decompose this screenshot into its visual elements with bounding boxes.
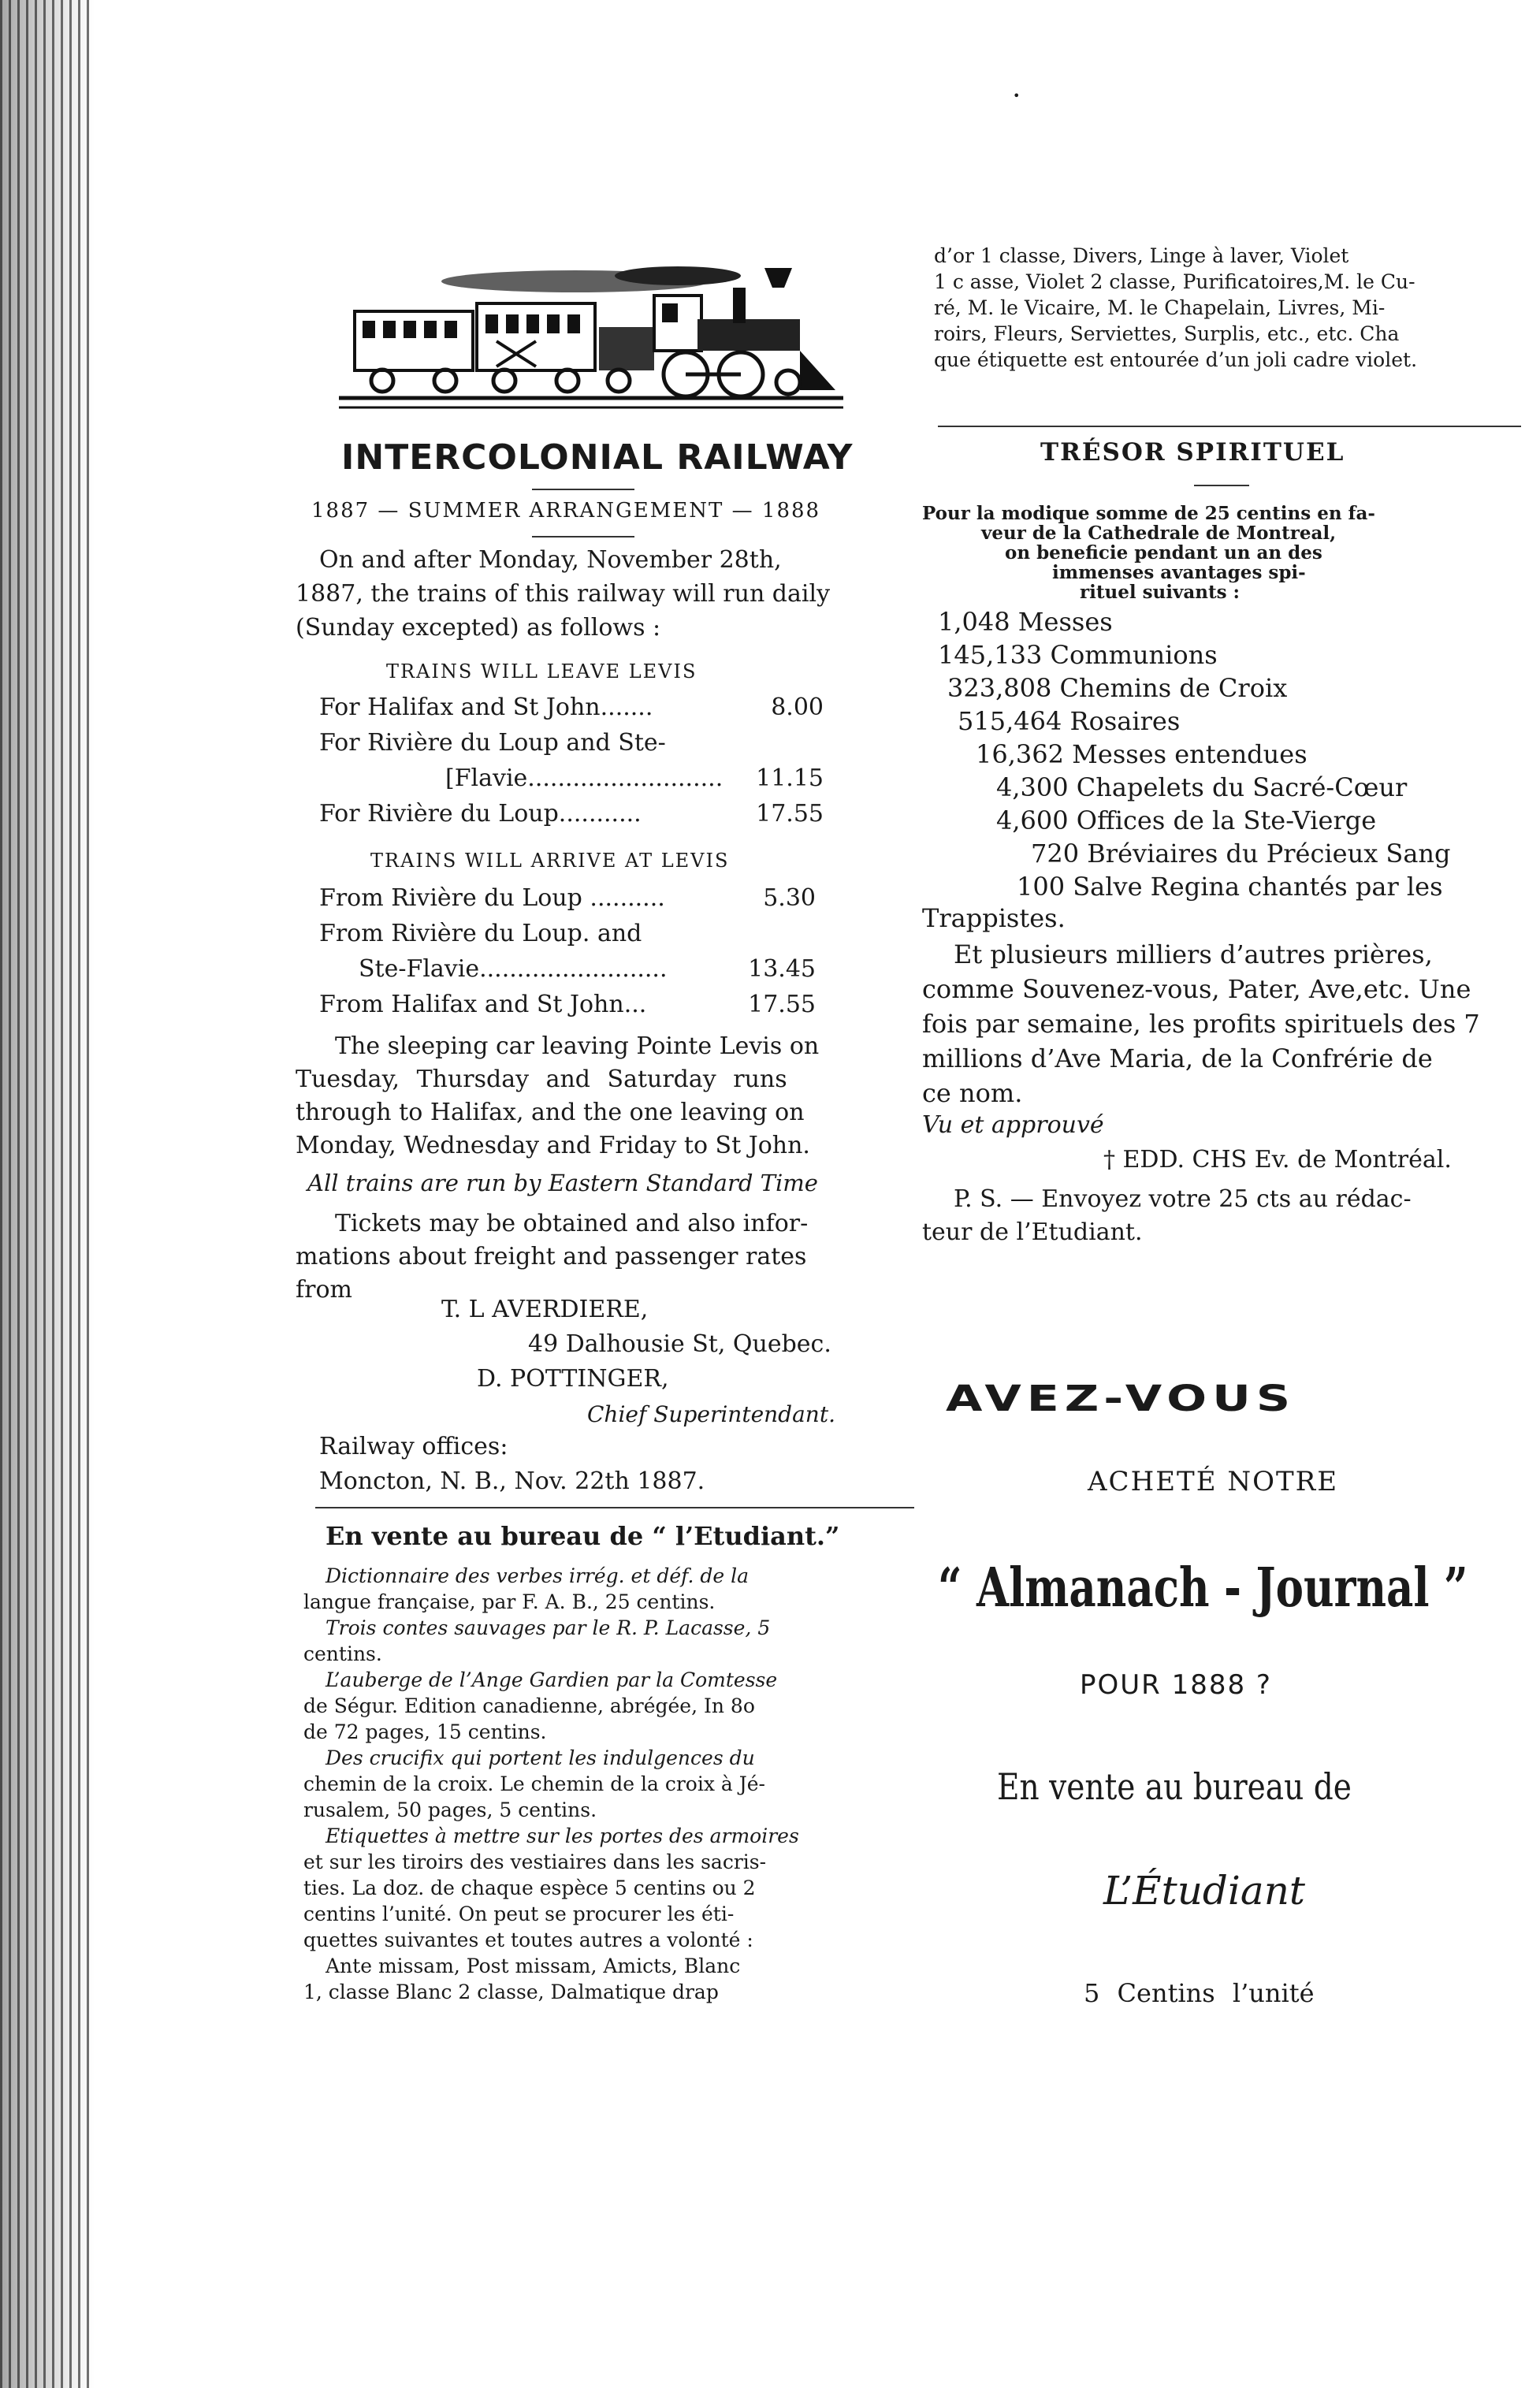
tresor-item — [996, 805, 1376, 835]
schedule-row — [319, 920, 816, 947]
vente-line: Ante missam, Post missam, Amicts, Blanc — [325, 1955, 741, 1977]
continued-line: 1 c asse, Violet 2 classe, Purificatoires,M. le Cu- — [934, 270, 1415, 293]
plusieurs-line: Et plusieurs milliers d’autres prières, — [954, 939, 1433, 969]
tresor-num: 16,362 — [976, 739, 1064, 769]
trappistes: Trappistes. — [922, 903, 1066, 933]
tresor-text: Chemins de Croix — [1059, 673, 1288, 703]
tresor-item — [996, 772, 1407, 802]
vente-line: centins. — [303, 1642, 382, 1665]
en-vente-line: En vente au bureau de — [997, 1765, 1352, 1808]
schedule-dest: From Rivière du Loup. and — [319, 920, 642, 947]
vente-line: Etiquettes à mettre sur les portes des armoires — [325, 1824, 799, 1847]
tresor-intro: veur de la Cathedrale de Montreal, — [981, 523, 1337, 544]
tresor-num: 720 — [1031, 839, 1080, 869]
schedule-time: 8.00 — [771, 694, 824, 721]
vente-line: 1, classe Blanc 2 classe, Dalmatique drap — [303, 1981, 719, 2003]
continued-line: ré, M. le Vicaire, M. le Chapelain, Livres, Mi- — [934, 296, 1386, 319]
schedule-dest: For Rivière du Loup........... — [319, 800, 642, 828]
arrive-heading: TRAINS WILL ARRIVE AT LEVIS — [370, 850, 730, 872]
intro-line: 1887, the trains of this railway will run daily — [296, 580, 831, 608]
schedule-time: 17.55 — [756, 800, 824, 828]
tresor-text: Chapelets du Sacré-Cœur — [1076, 772, 1408, 802]
schedule-row — [359, 955, 816, 983]
schedule-time: 17.55 — [748, 991, 816, 1018]
etudiant-title: L’Étudiant — [1103, 1868, 1306, 1914]
vente-line: de Ségur. Edition canadienne, abrégée, In 8o — [303, 1694, 755, 1717]
prix-line: 5 Centins l’unité — [1084, 1978, 1315, 2008]
schedule-dest: From Rivière du Loup .......... — [319, 884, 665, 912]
tresor-intro: rituel suivants : — [1080, 582, 1241, 603]
vente-line: Trois contes sauvages par le R. P. Lacasse, 5 — [325, 1616, 771, 1639]
sleeping-line: Tuesday, Thursday and Saturday runs — [296, 1066, 787, 1093]
continued-line: que étiquette est entourée d’un joli cadre violet. — [934, 348, 1418, 371]
railway-title: INTERCOLONIAL RAILWAY — [341, 437, 854, 478]
page-binding-shadow — [0, 0, 95, 2388]
tresor-intro: Pour la modique somme de 25 centins en fa- — [922, 503, 1375, 524]
ps-line: P. S. — Envoyez votre 25 cts au rédac- — [954, 1185, 1412, 1213]
vu-approuve: Vu et approuvé — [922, 1111, 1104, 1139]
section-rule — [315, 1507, 914, 1508]
schedule-time: 13.45 — [748, 955, 816, 983]
schedule-time: 11.15 — [756, 764, 824, 792]
signature: † EDD. CHS Ev. de Montréal. — [1103, 1146, 1452, 1174]
sleeping-line: Monday, Wednesday and Friday to St John. — [296, 1132, 810, 1159]
tresor-num: 1,048 — [938, 607, 1010, 637]
stray-mark: • — [1013, 88, 1021, 103]
standard-time: All trains are run by Eastern Standard Time — [307, 1170, 818, 1196]
vente-line: Dictionnaire des verbes irrég. et déf. de la — [325, 1564, 750, 1587]
plusieurs-line: ce nom. — [922, 1078, 1023, 1108]
plusieurs-line: millions d’Ave Maria, de la Confrérie de — [922, 1043, 1433, 1073]
vente-line: quettes suivantes et toutes autres a volonté : — [303, 1929, 753, 1951]
tickets-line: mations about freight and passenger rates — [296, 1243, 807, 1270]
intro-line: On and after Monday, November 28th, — [319, 546, 782, 574]
ps-line: teur de l’Etudiant. — [922, 1218, 1143, 1246]
tresor-text: Messes — [1017, 607, 1113, 637]
schedule-time: 5.30 — [763, 884, 816, 912]
vente-line: chemin de la croix. Le chemin de la croix à Jé- — [303, 1772, 765, 1795]
almanach-title: “ Almanach - Journal ” — [938, 1557, 1468, 1620]
arrangement: 1887 — SUMMER ARRANGEMENT — 1888 — [311, 499, 821, 523]
avez-vous-heading: AVEZ-VOUS — [946, 1378, 1296, 1420]
vente-title: En vente au bureau de “ l’Etudiant.” — [325, 1521, 840, 1551]
tresor-intro: immenses avantages spi- — [1052, 562, 1306, 583]
offices-label: Railway offices: — [319, 1433, 508, 1460]
vente-line: centins l’unité. On peut se procurer les éti- — [303, 1903, 735, 1925]
tresor-item — [938, 607, 1113, 637]
schedule-row — [319, 884, 816, 912]
vente-line: Des crucifix qui portent les indulgences du — [325, 1746, 755, 1769]
tresor-item — [976, 739, 1308, 769]
continued-line: roirs, Fleurs, Serviettes, Surplis, etc., etc. Cha — [934, 322, 1400, 345]
schedule-dest: For Halifax and St John....... — [319, 694, 653, 721]
pour-1888: POUR 1888 ? — [1080, 1669, 1272, 1701]
vente-line: L’auberge de l’Ange Gardien par la Comtesse — [325, 1668, 778, 1691]
tresor-text: Bréviaires du Précieux Sang — [1087, 839, 1451, 869]
offices-place: Moncton, N. B., Nov. 22th 1887. — [319, 1467, 705, 1495]
sleeping-line: through to Halifax, and the one leaving on — [296, 1099, 805, 1126]
schedule-dest: From Halifax and St John... — [319, 991, 647, 1018]
vente-line: de 72 pages, 15 centins. — [303, 1720, 547, 1743]
agent-name: T. L AVERDIERE, — [441, 1296, 649, 1323]
schedule-row — [319, 991, 816, 1018]
tresor-text: Messes entendues — [1072, 739, 1308, 769]
tresor-item — [938, 640, 1218, 670]
continued-line: d’or 1 classe, Divers, Linge à laver, Violet — [934, 244, 1349, 267]
divider — [1194, 485, 1249, 486]
tresor-text: Rosaires — [1069, 706, 1181, 736]
schedule-row — [319, 800, 824, 828]
section-rule — [938, 426, 1521, 427]
vente-line: langue française, par F. A. B., 25 centins. — [303, 1590, 716, 1613]
vente-line: et sur les tiroirs des vestiaires dans les sacris- — [303, 1851, 767, 1873]
divider — [532, 489, 634, 490]
superintendant-title: Chief Superintendant. — [587, 1401, 835, 1427]
tresor-num: 515,464 — [958, 706, 1062, 736]
tresor-text: Offices de la Ste-Vierge — [1076, 805, 1377, 835]
tresor-num: 100 — [1017, 872, 1066, 902]
schedule-row — [445, 764, 824, 792]
agent-address: 49 Dalhousie St, Quebec. — [528, 1330, 831, 1358]
tresor-num: 323,808 — [947, 673, 1052, 703]
tresor-intro: on beneficie pendant un an des — [1005, 542, 1322, 564]
tresor-title: TRÉSOR SPIRITUEL — [1040, 438, 1345, 467]
tresor-item — [947, 673, 1287, 703]
plusieurs-line: comme Souvenez-vous, Pater, Ave,etc. Une — [922, 974, 1471, 1004]
tickets-line: Tickets may be obtained and also infor- — [335, 1210, 809, 1237]
tresor-num: 4,600 — [996, 805, 1069, 835]
schedule-dest: For Rivière du Loup and Ste- — [319, 729, 666, 757]
tickets-line: from — [296, 1276, 352, 1304]
vente-line: rusalem, 50 pages, 5 centins. — [303, 1798, 597, 1821]
tresor-item — [958, 706, 1180, 736]
tresor-num: 4,300 — [996, 772, 1069, 802]
tresor-text: Salve Regina chantés par les — [1073, 872, 1443, 902]
leave-heading: TRAINS WILL LEAVE LEVIS — [386, 660, 697, 683]
sleeping-line: The sleeping car leaving Pointe Levis on — [335, 1032, 820, 1060]
tresor-text: Communions — [1050, 640, 1218, 670]
achete-notre: ACHETÉ NOTRE — [1088, 1466, 1339, 1497]
intro-line: (Sunday excepted) as follows : — [296, 614, 661, 642]
tresor-num: 145,133 — [938, 640, 1043, 670]
schedule-dest: Ste-Flavie......................... — [359, 955, 668, 983]
divider — [532, 536, 634, 537]
schedule-row — [319, 729, 824, 757]
schedule-row — [319, 694, 824, 721]
schedule-dest: [Flavie.......................... — [445, 764, 724, 792]
plusieurs-line: fois par semaine, les profits spirituels des 7 — [922, 1009, 1480, 1039]
tresor-item — [1031, 839, 1451, 869]
tresor-item — [1017, 872, 1443, 902]
superintendant-name: D. POTTINGER, — [477, 1365, 669, 1393]
vente-line: ties. La doz. de chaque espèce 5 centins ou 2 — [303, 1877, 756, 1899]
locomotive-illustration — [339, 256, 843, 422]
